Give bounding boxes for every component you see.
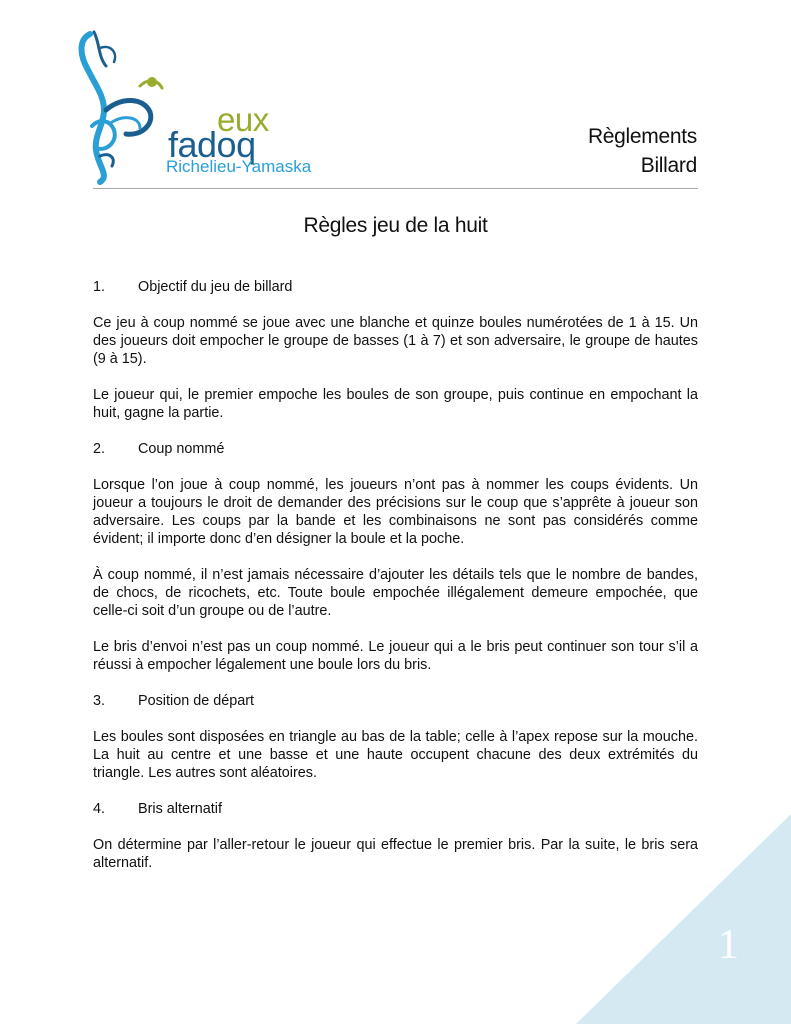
header-line-billard: Billard — [640, 154, 697, 177]
section-title: Position de départ — [138, 693, 255, 709]
page-title: Règles jeu de la huit — [303, 214, 488, 237]
header-line-reglements: Règlements — [587, 125, 697, 148]
paragraph: On détermine par l’aller-retour le joueur qui effectue le premier bris. Par la suite, le bris sera alternatif. — [93, 837, 698, 871]
header-divider — [93, 188, 698, 189]
section-number: 1. — [93, 279, 106, 295]
logo-region: Richelieu-Yamaska — [166, 157, 312, 176]
paragraph: Le joueur qui, le premier empoche les boules de son groupe, puis continue en empochant la huit, gagne la partie. — [93, 387, 698, 421]
section-number: 2. — [93, 441, 106, 457]
paragraph: Les boules sont disposées en triangle au bas de la table; celle à l’apex repose sur la mouche. La huit au centre et une basse et une haute occupent chacune des deux extrémités du triangle. Les autres sont aléatoires. — [93, 729, 698, 781]
section-heading — [93, 692, 698, 710]
paragraph: Ce jeu à coup nommé se joue avec une blanche et quinze boules numérotées de 1 à 15. Un des joueurs doit empocher le groupe de basses (1 à 7) et son adversaire, le groupe de hautes (9 à 15). — [93, 315, 698, 367]
paragraph: Le bris d’envoi n’est pas un coup nommé. Le joueur qui a le bris peut continuer son tour s’il a réussi à empocher légalement une boule lors du bris. — [93, 639, 698, 673]
stylized-j-logo-icon — [70, 26, 170, 186]
page-number: 1 — [718, 922, 739, 968]
section-title: Bris alternatif — [138, 801, 222, 817]
section-title: Coup nommé — [138, 441, 225, 457]
logo-text-fadoq: fadoq — [168, 124, 256, 165]
document-header — [588, 122, 697, 180]
paragraph: À coup nommé, il n’est jamais nécessaire d’ajouter les détails tels que le nombre de bandes, de chocs, de ricochets, etc. Toute boule empochée illégalement demeure empochée, que celle-ci soit d’un groupe ou de l’autre. — [93, 567, 698, 619]
section-title: Objectif du jeu de billard — [138, 279, 293, 295]
fadoq-logo — [70, 26, 340, 186]
section-heading — [93, 440, 698, 458]
paragraph: Lorsque l’on joue à coup nommé, les joueurs n’ont pas à nommer les coups évidents. Un joueur a toujours le droit de demander des précisions sur le coup que s’apprête à joueur son adversaire. Les coups par la bande et les combinaisons ne sont pas considérés comme évident; il importe donc d’en désigner la boule et la poche. — [93, 477, 698, 547]
corner-triangle-decoration — [576, 814, 791, 1024]
document-body — [93, 278, 698, 890]
logo-text-eux: eux — [217, 101, 269, 138]
section-heading — [93, 278, 698, 296]
section-number: 3. — [93, 693, 106, 709]
section-number: 4. — [93, 801, 106, 817]
